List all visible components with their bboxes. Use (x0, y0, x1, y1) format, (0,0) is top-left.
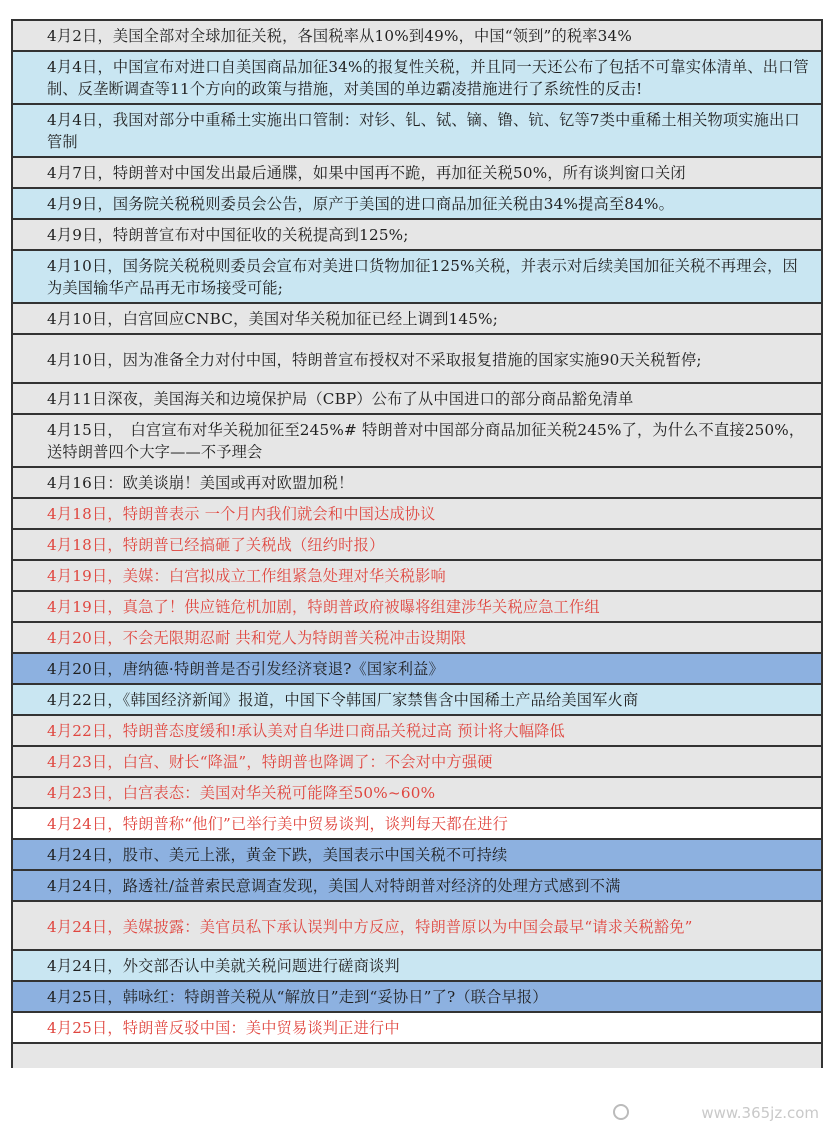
timeline-row: 4月2日，美国全部对全球加征关税，各国税率从10%到49%，中国“领到”的税率34% (13, 19, 821, 50)
timeline-row: 4月22日，特朗普态度缓和!承认美对自华进口商品关税过高 预计将大幅降低 (13, 714, 821, 745)
timeline-row: 4月19日，美媒：白宫拟成立工作组紧急处理对华关税影响 (13, 559, 821, 590)
timeline-row: 4月20日，唐纳德·特朗普是否引发经济衰退?《国家利益》 (13, 652, 821, 683)
timeline-row: 4月24日，股市、美元上涨，黄金下跌，美国表示中国关税不可持续 (13, 838, 821, 869)
timeline-row: 4月15日， 白宫宣布对华关税加征至245%# 特朗普对中国部分商品加征关税245%了，为什么不直接250%，送特朗普四个大字——不予理会 (13, 413, 821, 466)
timeline-row: 4月9日，国务院关税税则委员会公告，原产于美国的进口商品加征关税由34%提高至84%。 (13, 187, 821, 218)
timeline-row: 4月25日，特朗普反驳中国：美中贸易谈判正进行中 (13, 1011, 821, 1042)
timeline-row: 4月4日，中国宣布对进口自美国商品加征34%的报复性关税，并且同一天还公布了包括不可靠实体清单、出口管制、反垄断调查等11个方向的政策与措施，对美国的单边霸凌措施进行了系统性的反击! (13, 50, 821, 103)
timeline-row: 4月9日，特朗普宣布对中国征收的关税提高到125%; (13, 218, 821, 249)
timeline-row: 4月24日，特朗普称“他们”已举行美中贸易谈判，谈判每天都在进行 (13, 807, 821, 838)
watermark: www.365jz.com (701, 1104, 819, 1122)
timeline-row: 4月11日深夜，美国海关和边境保护局（CBP）公布了从中国进口的部分商品豁免清单 (13, 382, 821, 413)
timeline-row: 4月23日，白宫、财长“降温”，特朗普也降调了：不会对中方强硬 (13, 745, 821, 776)
timeline-row: 4月18日，特朗普已经搞砸了关税战（纽约时报） (13, 528, 821, 559)
timeline-row-cutoff (13, 1042, 821, 1068)
timeline-row: 4月10日，因为准备全力对付中国，特朗普宣布授权对不采取报复措施的国家实施90天关税暂停; (13, 333, 821, 382)
timeline-row: 4月20日，不会无限期忍耐 共和党人为特朗普关税冲击设期限 (13, 621, 821, 652)
timeline-row: 4月24日，路透社/益普索民意调查发现，美国人对特朗普对经济的处理方式感到不满 (13, 869, 821, 900)
timeline-row: 4月24日，外交部否认中美就关税问题进行磋商谈判 (13, 949, 821, 980)
timeline-row: 4月10日，白宫回应CNBC，美国对华关税加征已经上调到145%; (13, 302, 821, 333)
timeline-row: 4月18日，特朗普表示 一个月内我们就会和中国达成协议 (13, 497, 821, 528)
timeline-row: 4月25日，韩咏红：特朗普关税从“解放日”走到“妥协日”了?（联合早报） (13, 980, 821, 1011)
timeline-row: 4月22日，《韩国经济新闻》报道，中国下令韩国厂家禁售含中国稀土产品给美国军火商 (13, 683, 821, 714)
timeline-row: 4月19日，真急了！供应链危机加剧，特朗普政府被曝将组建涉华关税应急工作组 (13, 590, 821, 621)
watermark-logo-icon (613, 1104, 629, 1120)
timeline-row: 4月24日，美媒披露：美官员私下承认误判中方反应，特朗普原以为中国会最早“请求关税豁免” (13, 900, 821, 949)
timeline-row: 4月7日，特朗普对中国发出最后通牒，如果中国再不跪，再加征关税50%，所有谈判窗口关闭 (13, 156, 821, 187)
news-timeline-table (11, 19, 823, 1068)
timeline-row: 4月23日，白宫表态：美国对华关税可能降至50%~60% (13, 776, 821, 807)
timeline-row: 4月16日：欧美谈崩！美国或再对欧盟加税！ (13, 466, 821, 497)
timeline-row: 4月4日，我国对部分中重稀土实施出口管制：对钐、钆、铽、镝、镥、钪、钇等7类中重稀土相关物项实施出口管制 (13, 103, 821, 156)
timeline-row: 4月10日，国务院关税税则委员会宣布对美进口货物加征125%关税，并表示对后续美国加征关税不再理会，因为美国输华产品再无市场接受可能; (13, 249, 821, 302)
